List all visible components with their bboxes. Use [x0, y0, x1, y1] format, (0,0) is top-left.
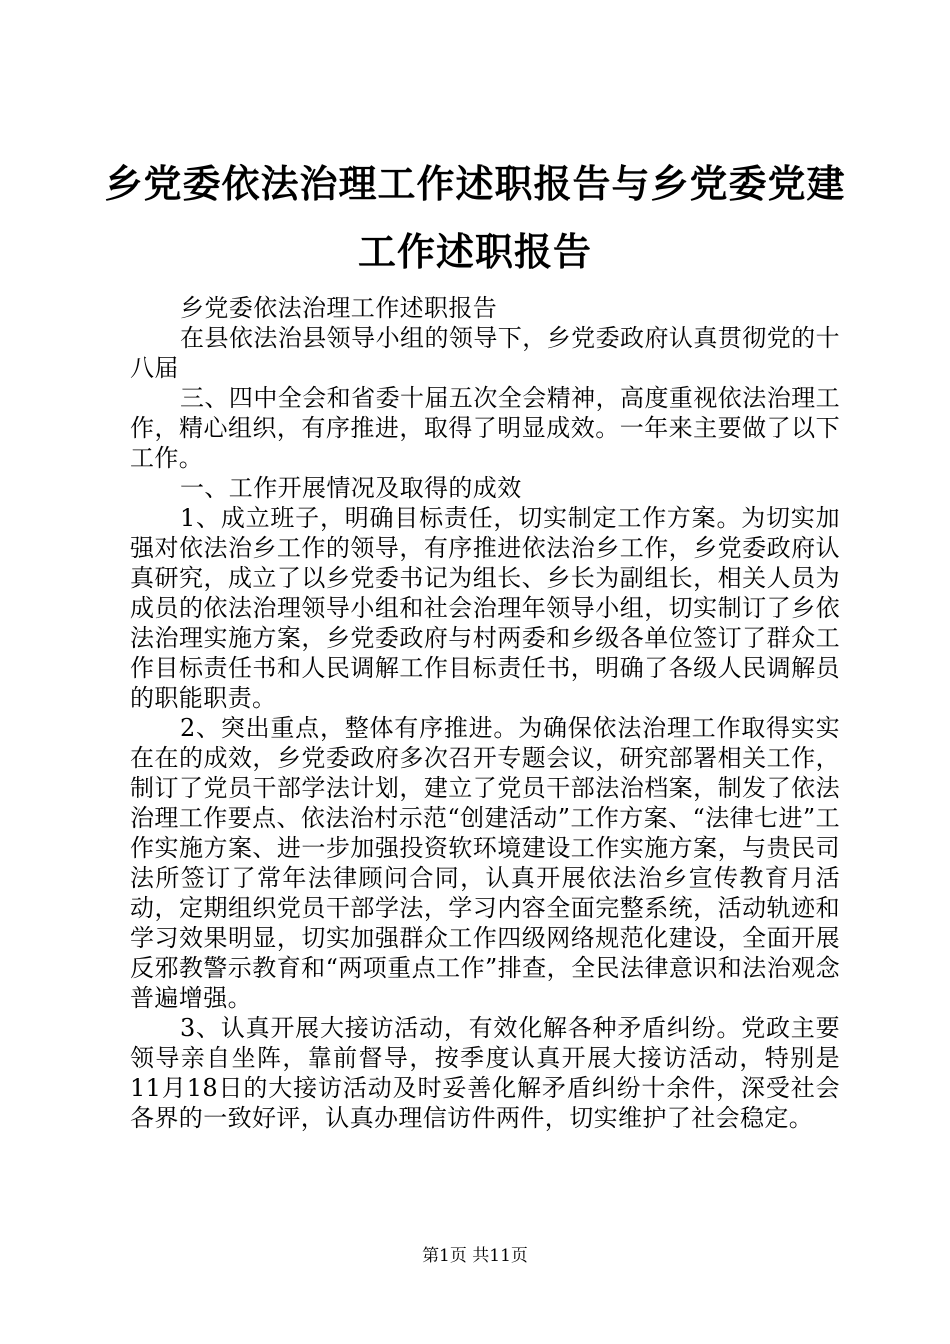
paragraph-intro: 在县依法治县领导小组的领导下，乡党委政府认真贯彻党的十八届 [130, 324, 840, 382]
paragraph-heading: 乡党委依法治理工作述职报告 [180, 294, 498, 322]
document-body [130, 293, 840, 1133]
paragraph-item-2: 2、突出重点，整体有序推进。为确保依法治理工作取得实实在在的成效，乡党委政府多次召开专题会议，研究部署相关工作，制订了党员干部学法计划，建立了党员干部法治档案，制发了依法治理工作要点、依法治村示范“创建活动”工作方案、“法律七进”工作实施方案、进一步加强投资软环境建设工作实施方案，与贵民司法所签订了常年法律顾问合同，认真开展依法治乡宣传教育月活动，定期组织党员干部学法，学习内容全面完整系统，活动轨迹和学习效果明显，切实加强群众工作四级网络规范化建设，全面开展反邪教警示教育和“两项重点工作”排查，全民法律意识和法治观念普遍增强。 [130, 714, 840, 1012]
paragraph-intro-continued: 三、四中全会和省委十届五次全会精神，高度重视依法治理工作，精心组织，有序推进，取得了明显成效。一年来主要做了以下工作。 [130, 384, 840, 472]
paragraph-item-1: 1、成立班子，明确目标责任，切实制定工作方案。为切实加强对依法治乡工作的领导，有序推进依法治乡工作，乡党委政府认真研究，成立了以乡党委书记为组长、乡长为副组长，相关人员为成员的依法治理领导小组和社会治理年领导小组，切实制订了乡依法治理实施方案，乡党委政府与村两委和乡级各单位签订了群众工作目标责任书和人民调解工作目标责任书，明确了各级人民调解员的职能职责。 [130, 504, 840, 712]
paragraph-item-3: 3、认真开展大接访活动，有效化解各种矛盾纠纷。党政主要领导亲自坐阵，靠前督导，按季度认真开展大接访活动，特别是11月18日的大接访活动及时妥善化解矛盾纠纷十余件，深受社会各界的一致好评，认真办理信访件两件，切实维护了社会稳定。 [130, 1014, 840, 1132]
section-heading: 一、工作开展情况及取得的成效 [180, 474, 522, 502]
document-title: 乡党委依法治理工作述职报告与乡党委党建工作述职报告 [104, 161, 846, 274]
page-footer: 第1页 共11页 [422, 1246, 528, 1266]
